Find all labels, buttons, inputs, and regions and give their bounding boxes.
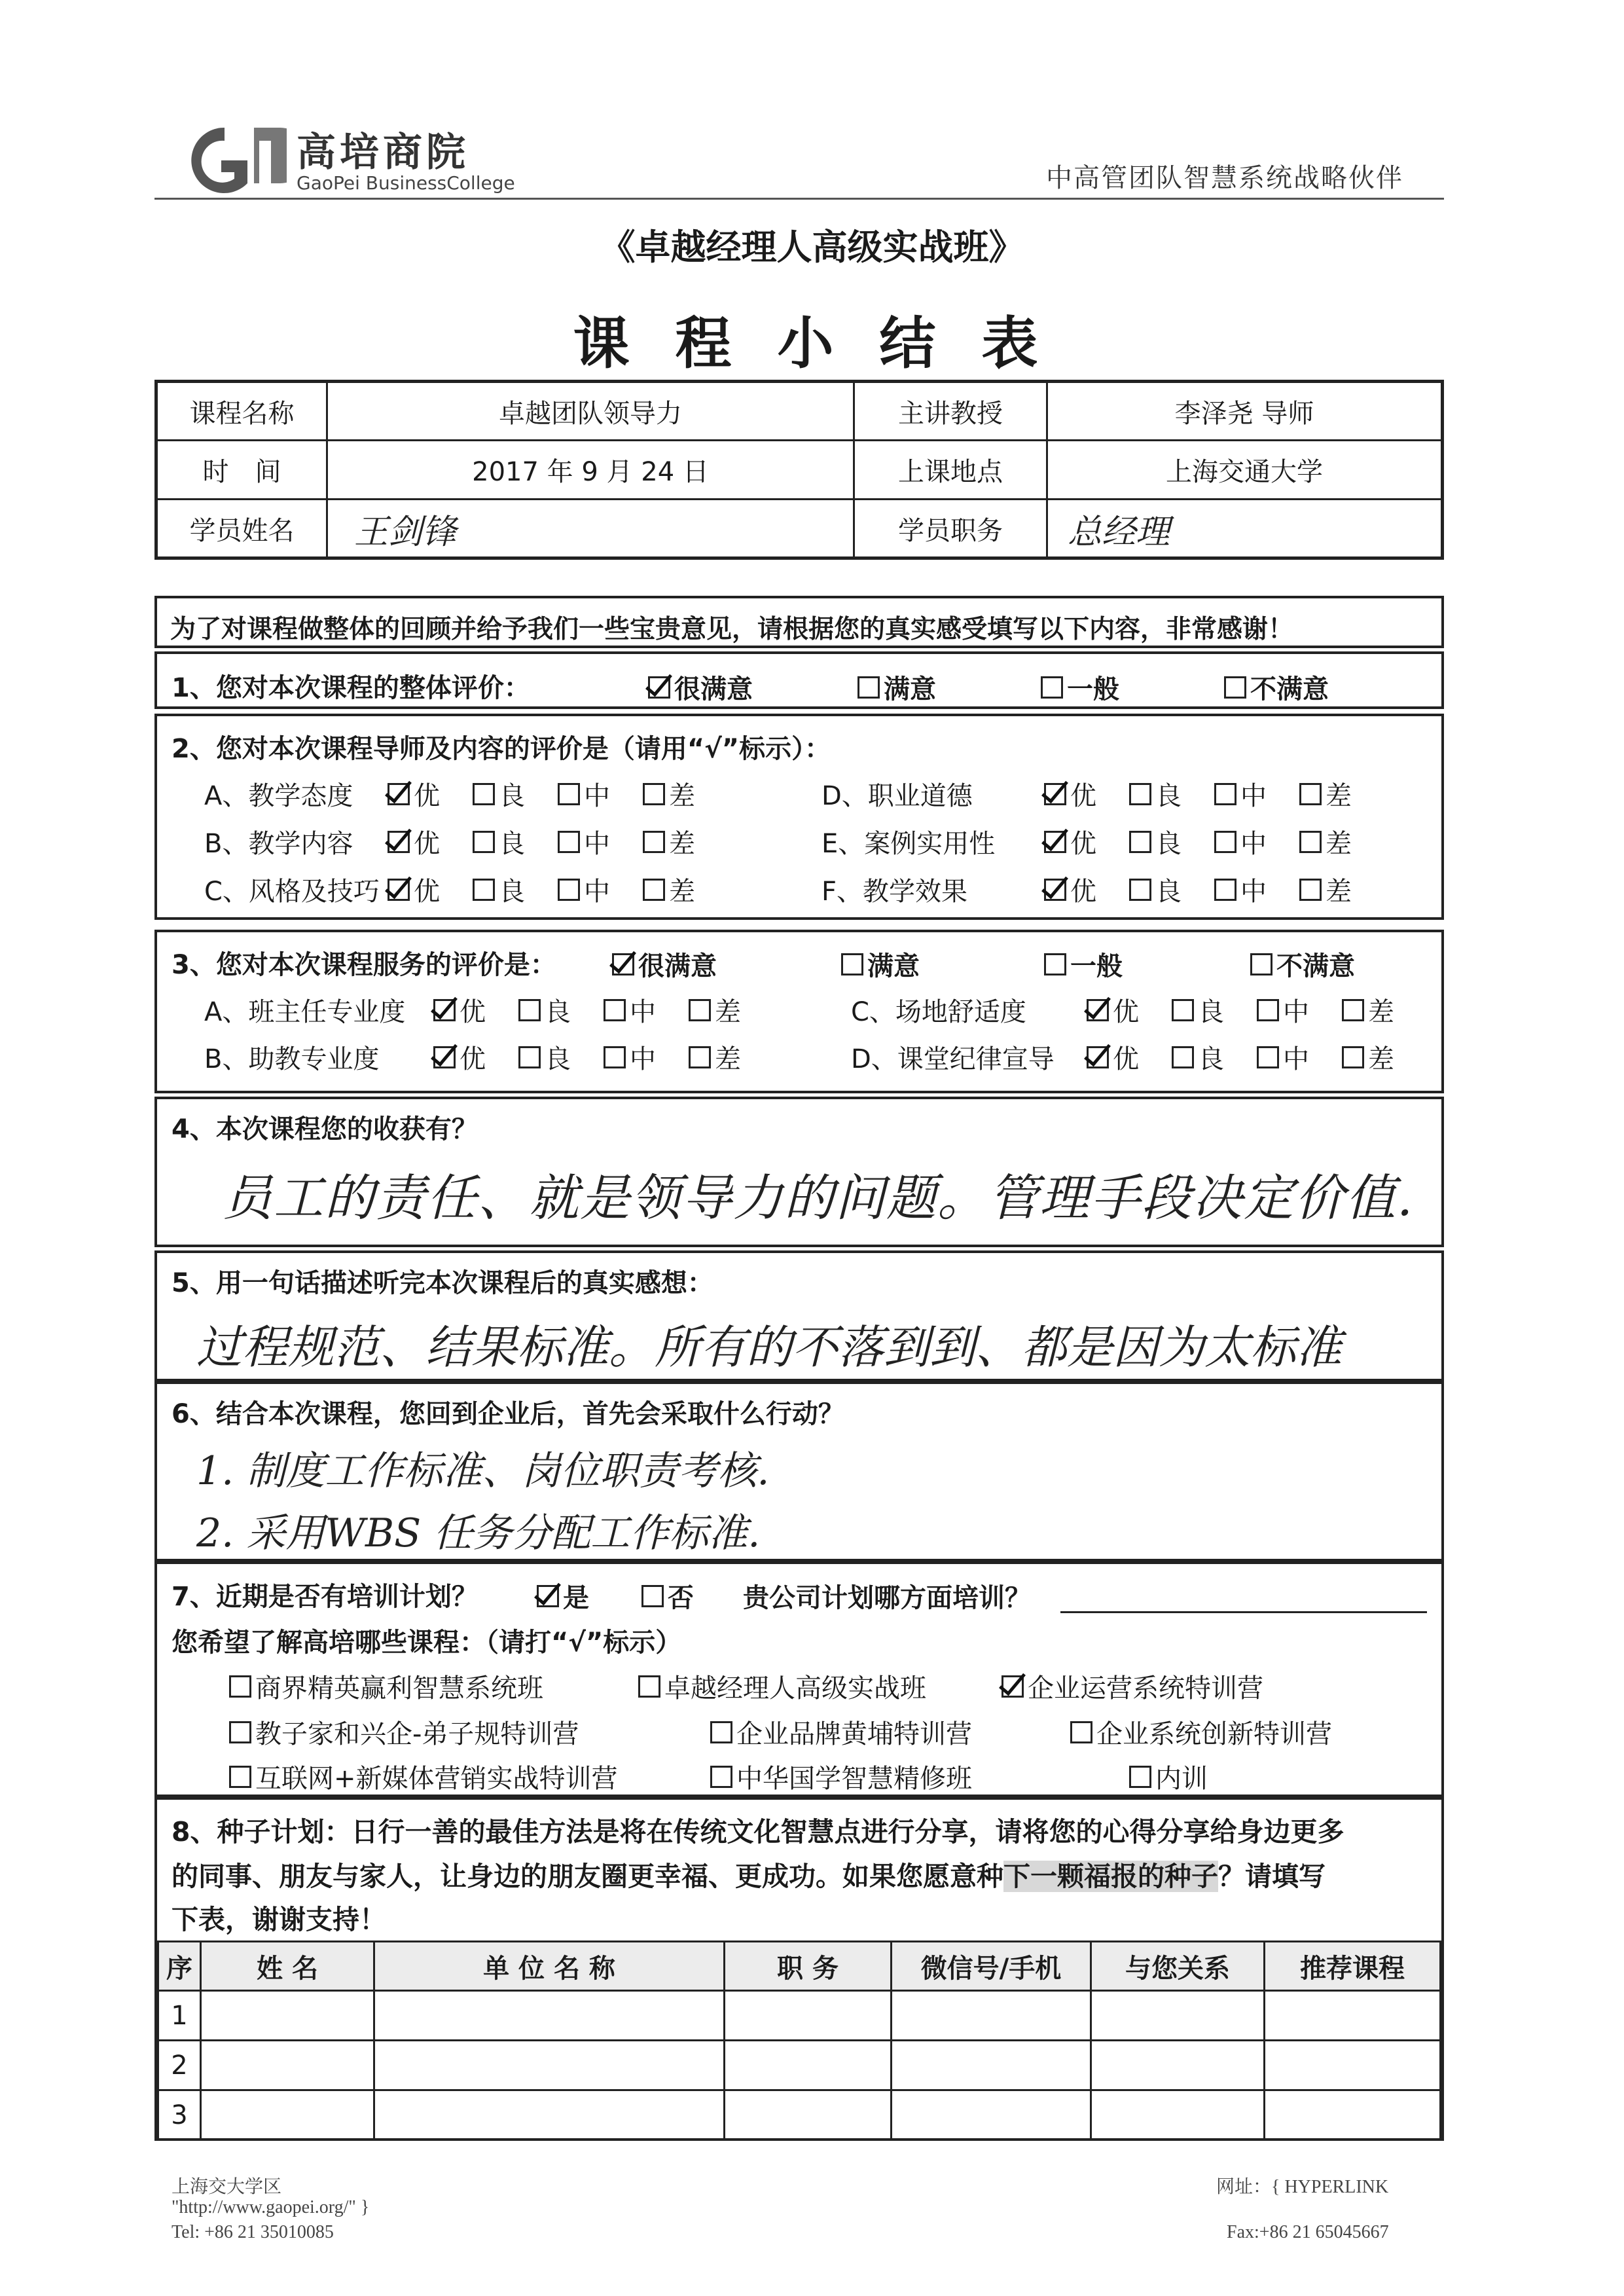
course-option-1[interactable]: 商界精英赢利智慧系统班 bbox=[229, 1667, 543, 1705]
grade-good[interactable]: 良 bbox=[473, 823, 558, 860]
checkbox-icon[interactable] bbox=[604, 1046, 626, 1068]
checkbox-icon[interactable] bbox=[710, 1766, 732, 1788]
col-company: 单 位 名 称 bbox=[374, 1942, 725, 1991]
checkbox-icon[interactable] bbox=[1044, 783, 1066, 805]
intro-section bbox=[154, 596, 1444, 648]
row-index: 1 bbox=[158, 1991, 201, 2041]
grade-poor[interactable]: 差 bbox=[689, 1038, 774, 1076]
q2-item-label: E、案例实用性 bbox=[821, 829, 996, 859]
cell[interactable] bbox=[201, 2041, 374, 2090]
cell[interactable] bbox=[374, 1991, 725, 2041]
logo-chinese-name: 高培商院 bbox=[297, 130, 469, 175]
cell[interactable] bbox=[725, 2041, 892, 2090]
checkbox-icon[interactable] bbox=[518, 999, 541, 1021]
checkbox-icon[interactable] bbox=[388, 783, 410, 805]
checkbox-icon[interactable] bbox=[1087, 999, 1109, 1021]
q1-section bbox=[154, 651, 1444, 709]
course-option-9[interactable]: 内训 bbox=[1129, 1758, 1208, 1795]
checkbox-icon[interactable] bbox=[1250, 953, 1272, 975]
row-index: 3 bbox=[158, 2090, 201, 2140]
checkbox-icon[interactable] bbox=[1129, 831, 1151, 853]
grade-good[interactable]: 良 bbox=[473, 871, 558, 908]
q7-section bbox=[154, 1561, 1444, 1797]
checkbox-icon[interactable] bbox=[641, 1585, 664, 1607]
q2-row-d bbox=[821, 775, 1384, 812]
q7-which-input[interactable] bbox=[1060, 1577, 1427, 1613]
q4-answer[interactable]: 员工的责任、就是领导力的问题。管理手段决定价值. bbox=[223, 1169, 1415, 1227]
q8-text-1: 8、种子计划：日行一善的最佳方法是将在传统文化智慧点进行分享，请将您的心得分享给身边更多 bbox=[171, 1816, 1344, 1848]
course-option-2[interactable]: 卓越经理人高级实战班 bbox=[638, 1667, 926, 1705]
q2-row-e bbox=[821, 823, 1384, 860]
grade-fair[interactable]: 中 bbox=[604, 1038, 689, 1076]
grade-poor[interactable]: 差 bbox=[1342, 991, 1427, 1029]
grade-excellent[interactable]: 优 bbox=[1044, 871, 1129, 908]
grade-good[interactable]: 良 bbox=[518, 1038, 604, 1076]
q6-answer-1[interactable]: 1. 制度工作标准、岗位职责考核. bbox=[196, 1448, 770, 1494]
q3-option-satisfied[interactable]: 满意 bbox=[841, 945, 920, 983]
q1-option-satisfied[interactable]: 满意 bbox=[857, 668, 936, 706]
course-option-6[interactable]: 企业系统创新特训营 bbox=[1070, 1713, 1332, 1751]
checkbox-icon[interactable] bbox=[1087, 1046, 1109, 1068]
logo bbox=[169, 121, 515, 200]
checkbox-icon[interactable] bbox=[643, 783, 665, 805]
grade-good[interactable]: 良 bbox=[473, 775, 558, 812]
checkbox-icon[interactable] bbox=[689, 1046, 711, 1068]
checkbox-icon[interactable] bbox=[1129, 1766, 1151, 1788]
q4-label: 4、本次课程您的收获有？ bbox=[171, 1114, 478, 1144]
course-option-3[interactable]: 企业运营系统特训营 bbox=[1001, 1667, 1263, 1705]
q3-section bbox=[154, 930, 1444, 1093]
checkbox-icon[interactable] bbox=[643, 831, 665, 853]
q1-option-very-satisfied[interactable]: 很满意 bbox=[648, 668, 753, 706]
checkbox-icon[interactable] bbox=[1214, 783, 1236, 805]
grade-excellent[interactable]: 优 bbox=[433, 991, 518, 1029]
grade-good[interactable]: 良 bbox=[518, 991, 604, 1029]
checkbox-icon[interactable] bbox=[1172, 999, 1194, 1021]
cell[interactable] bbox=[374, 2041, 725, 2090]
q5-label: 5、用一句话描述听完本次课程后的真实感想： bbox=[171, 1268, 713, 1298]
checkbox-icon[interactable] bbox=[841, 953, 863, 975]
checkbox-icon[interactable] bbox=[643, 879, 665, 901]
q3-row-b bbox=[204, 1038, 774, 1076]
grade-fair[interactable]: 中 bbox=[1257, 1038, 1342, 1076]
q2-row-c bbox=[204, 871, 728, 908]
checkbox-icon[interactable] bbox=[537, 1585, 559, 1607]
grade-good[interactable]: 良 bbox=[1129, 871, 1214, 908]
grade-fair[interactable]: 中 bbox=[558, 775, 643, 812]
checkbox-icon[interactable] bbox=[473, 783, 495, 805]
q2-section bbox=[154, 714, 1444, 920]
q6-answer-2[interactable]: 2. 采用WBS 任务分配工作标准. bbox=[196, 1510, 761, 1556]
cell[interactable] bbox=[892, 2041, 1091, 2090]
time-label: 时 间 bbox=[156, 441, 327, 500]
cell[interactable] bbox=[725, 2090, 892, 2140]
location-label: 上课地点 bbox=[854, 441, 1047, 500]
q3-item-label: A、班主任专业度 bbox=[204, 997, 406, 1027]
student-value[interactable]: 王剑锋 bbox=[327, 500, 854, 558]
checkbox-icon[interactable] bbox=[433, 999, 456, 1021]
grade-fair[interactable]: 中 bbox=[558, 823, 643, 860]
q2-item-label: D、职业道德 bbox=[821, 781, 973, 811]
checkbox-icon[interactable] bbox=[689, 999, 711, 1021]
grade-poor[interactable]: 差 bbox=[1299, 775, 1384, 812]
q3-item-label: C、场地舒适度 bbox=[851, 997, 1026, 1027]
grade-poor[interactable]: 差 bbox=[643, 871, 728, 908]
grade-excellent[interactable]: 优 bbox=[433, 1038, 518, 1076]
checkbox-icon[interactable] bbox=[1070, 1721, 1092, 1743]
grade-excellent[interactable]: 优 bbox=[1044, 775, 1129, 812]
q8-text-2c: ？请填写 bbox=[1218, 1861, 1326, 1892]
footer-url[interactable]: "http://www.gaopei.org/" } bbox=[171, 2197, 370, 2217]
checkbox-icon[interactable] bbox=[1257, 999, 1279, 1021]
slogan: 中高管团队智慧系统战略伙伴 bbox=[1046, 163, 1403, 193]
q6-section bbox=[154, 1381, 1444, 1561]
grade-excellent[interactable]: 优 bbox=[388, 823, 473, 860]
q7-which-label: 贵公司计划哪方面培训？ bbox=[743, 1583, 1031, 1613]
grade-fair[interactable]: 中 bbox=[1214, 871, 1299, 908]
checkbox-icon[interactable] bbox=[648, 676, 670, 699]
col-name: 姓 名 bbox=[201, 1942, 374, 1991]
q2-item-label: C、风格及技巧 bbox=[204, 877, 380, 907]
footer-tel: Tel: +86 21 35010085 bbox=[171, 2222, 334, 2242]
checkbox-icon[interactable] bbox=[1214, 831, 1236, 853]
logo-english-name: GaoPei BusinessCollege bbox=[297, 172, 515, 194]
course-name-value: 卓越团队领导力 bbox=[327, 382, 854, 441]
grade-excellent[interactable]: 优 bbox=[1087, 1038, 1172, 1076]
q2-row-a bbox=[204, 775, 728, 812]
grade-excellent[interactable]: 优 bbox=[388, 775, 473, 812]
course-option-4[interactable]: 教子家和兴企-弟子规特训营 bbox=[229, 1713, 579, 1751]
q5-answer[interactable]: 过程规范、结果标准。所有的不落到到、都是因为太标准 bbox=[196, 1321, 1342, 1374]
checkbox-icon[interactable] bbox=[1129, 879, 1151, 901]
course-option-8[interactable]: 中华国学智慧精修班 bbox=[710, 1758, 972, 1795]
cell[interactable] bbox=[374, 2090, 725, 2140]
q3-option-unsatisfied[interactable]: 不满意 bbox=[1250, 945, 1355, 983]
q7-courses-label: 您希望了解高培哪些课程：（请打“√”标示） bbox=[171, 1628, 682, 1658]
checkbox-icon[interactable] bbox=[473, 831, 495, 853]
q8-highlight: 下一颗福报的种子 bbox=[1003, 1861, 1218, 1892]
checkbox-icon[interactable] bbox=[388, 831, 410, 853]
grade-fair[interactable]: 中 bbox=[604, 991, 689, 1029]
grade-poor[interactable]: 差 bbox=[643, 775, 728, 812]
checkbox-icon[interactable] bbox=[558, 879, 580, 901]
grade-excellent[interactable]: 优 bbox=[388, 871, 473, 908]
student-label: 学员姓名 bbox=[156, 500, 327, 558]
q4-section bbox=[154, 1097, 1444, 1247]
grade-good[interactable]: 良 bbox=[1129, 823, 1214, 860]
checkbox-icon[interactable] bbox=[857, 676, 880, 699]
checkbox-icon[interactable] bbox=[1129, 783, 1151, 805]
checkbox-icon[interactable] bbox=[638, 1675, 660, 1698]
lecturer-value: 李泽尧 导师 bbox=[1047, 382, 1443, 441]
checkbox-icon[interactable] bbox=[604, 999, 626, 1021]
checkbox-icon[interactable] bbox=[1214, 879, 1236, 901]
q3-option-very-satisfied[interactable]: 很满意 bbox=[612, 945, 717, 983]
cell[interactable] bbox=[1091, 1991, 1265, 2041]
footer-web-label: 网址：{ HYPERLINK bbox=[1216, 2177, 1389, 2197]
grade-excellent[interactable]: 优 bbox=[1087, 991, 1172, 1029]
header-rule bbox=[154, 198, 1444, 200]
col-contact: 微信号/手机 bbox=[892, 1942, 1091, 1991]
checkbox-icon[interactable] bbox=[558, 783, 580, 805]
cell[interactable] bbox=[892, 2090, 1091, 2140]
col-relation: 与您关系 bbox=[1091, 1942, 1265, 1991]
checkbox-icon[interactable] bbox=[1299, 879, 1322, 901]
lecturer-label: 主讲教授 bbox=[854, 382, 1047, 441]
position-value[interactable]: 总经理 bbox=[1047, 500, 1443, 558]
checkbox-icon[interactable] bbox=[388, 879, 410, 901]
position-label: 学员职务 bbox=[854, 500, 1047, 558]
checkbox-icon[interactable] bbox=[558, 831, 580, 853]
q7-option-yes[interactable]: 是 bbox=[537, 1577, 589, 1614]
grade-fair[interactable]: 中 bbox=[1257, 991, 1342, 1029]
q3-row-c bbox=[851, 991, 1427, 1029]
course-option-5[interactable]: 企业品牌黄埔特训营 bbox=[710, 1713, 972, 1751]
checkbox-icon[interactable] bbox=[710, 1721, 732, 1743]
grade-poor[interactable]: 差 bbox=[1342, 1038, 1427, 1076]
grade-fair[interactable]: 中 bbox=[1214, 823, 1299, 860]
q2-label: 2、您对本次课程导师及内容的评价是（请用“√”标示）： bbox=[171, 734, 831, 764]
checkbox-icon[interactable] bbox=[1299, 831, 1322, 853]
q6-label: 6、结合本次课程，您回到企业后，首先会采取什么行动？ bbox=[171, 1399, 844, 1429]
checkbox-icon[interactable] bbox=[1257, 1046, 1279, 1068]
checkbox-icon[interactable] bbox=[433, 1046, 456, 1068]
cell[interactable] bbox=[725, 1991, 892, 2041]
grade-excellent[interactable]: 优 bbox=[1044, 823, 1129, 860]
q8-section bbox=[154, 1797, 1444, 2141]
row-index: 2 bbox=[158, 2041, 201, 2090]
cell[interactable] bbox=[1265, 1991, 1441, 2041]
grade-good[interactable]: 良 bbox=[1129, 775, 1214, 812]
grade-fair[interactable]: 中 bbox=[1214, 775, 1299, 812]
info-table bbox=[154, 380, 1444, 560]
form-title: 课 程 小 结 表 bbox=[573, 311, 1051, 376]
q3-item-label: B、助教专业度 bbox=[204, 1044, 380, 1074]
grade-poor[interactable]: 差 bbox=[1299, 823, 1384, 860]
course-option-7[interactable]: 互联网+新媒体营销实战特训营 bbox=[229, 1758, 618, 1795]
q2-item-label: B、教学内容 bbox=[204, 829, 353, 859]
intro-text: 为了对课程做整体的回顾并给予我们一些宝贵意见，请根据您的真实感受填写以下内容，非常感谢！ bbox=[170, 615, 1294, 644]
gaopei-logo-icon bbox=[169, 121, 287, 200]
checkbox-icon[interactable] bbox=[229, 1721, 251, 1743]
checkbox-icon[interactable] bbox=[1041, 676, 1063, 699]
q7-option-no[interactable]: 否 bbox=[641, 1577, 694, 1614]
q2-row-b bbox=[204, 823, 728, 860]
table-row bbox=[158, 2041, 1441, 2090]
q2-item-label: A、教学态度 bbox=[204, 781, 353, 811]
q8-text-2 bbox=[171, 1855, 1326, 1893]
col-course: 推荐课程 bbox=[1265, 1942, 1441, 1991]
cell[interactable] bbox=[1091, 2090, 1265, 2140]
course-series-title: 《卓越经理人高级实战班》 bbox=[600, 227, 1024, 268]
cell[interactable] bbox=[1091, 2041, 1265, 2090]
q1-option-average[interactable]: 一般 bbox=[1041, 668, 1119, 706]
grade-poor[interactable]: 差 bbox=[643, 823, 728, 860]
checkbox-icon[interactable] bbox=[518, 1046, 541, 1068]
checkbox-icon[interactable] bbox=[229, 1675, 251, 1698]
grade-poor[interactable]: 差 bbox=[689, 991, 774, 1029]
footer-campus: 上海交大学区 bbox=[171, 2176, 282, 2197]
checkbox-icon[interactable] bbox=[1342, 999, 1364, 1021]
q8-text-3: 下表，谢谢支持！ bbox=[171, 1904, 386, 1935]
footer-fax: Fax:+86 21 65045667 bbox=[1227, 2222, 1389, 2242]
time-value: 2017 年 9 月 24 日 bbox=[327, 441, 854, 500]
q1-label: 1、您对本次课程的整体评价： bbox=[171, 673, 530, 703]
q3-row-d bbox=[851, 1038, 1427, 1076]
grade-poor[interactable]: 差 bbox=[1299, 871, 1384, 908]
checkbox-icon[interactable] bbox=[473, 879, 495, 901]
cell[interactable] bbox=[892, 1991, 1091, 2041]
grade-good[interactable]: 良 bbox=[1172, 991, 1257, 1029]
location-value: 上海交通大学 bbox=[1047, 441, 1443, 500]
course-name-label: 课程名称 bbox=[156, 382, 327, 441]
checkbox-icon[interactable] bbox=[229, 1766, 251, 1788]
q7-label: 7、近期是否有培训计划？ bbox=[171, 1582, 478, 1612]
checkbox-icon[interactable] bbox=[1224, 676, 1246, 699]
checkbox-icon[interactable] bbox=[1044, 953, 1066, 975]
cell[interactable] bbox=[201, 1991, 374, 2041]
checkbox-icon[interactable] bbox=[1001, 1675, 1024, 1698]
table-row bbox=[158, 1991, 1441, 2041]
q3-label: 3、您对本次课程服务的评价是： bbox=[171, 950, 556, 980]
cell[interactable] bbox=[201, 2090, 374, 2140]
q5-section bbox=[154, 1250, 1444, 1381]
col-position: 职 务 bbox=[725, 1942, 892, 1991]
checkbox-icon[interactable] bbox=[1044, 831, 1066, 853]
grade-fair[interactable]: 中 bbox=[558, 871, 643, 908]
q2-row-f bbox=[821, 871, 1384, 908]
cell[interactable] bbox=[1265, 2041, 1441, 2090]
q3-row-a bbox=[204, 991, 774, 1029]
referral-table bbox=[157, 1941, 1441, 2141]
checkbox-icon[interactable] bbox=[1342, 1046, 1364, 1068]
table-row bbox=[158, 2090, 1441, 2140]
q3-option-average[interactable]: 一般 bbox=[1044, 945, 1123, 983]
q1-option-unsatisfied[interactable]: 不满意 bbox=[1224, 668, 1329, 706]
checkbox-icon[interactable] bbox=[1172, 1046, 1194, 1068]
checkbox-icon[interactable] bbox=[1044, 879, 1066, 901]
checkbox-icon[interactable] bbox=[1299, 783, 1322, 805]
grade-good[interactable]: 良 bbox=[1172, 1038, 1257, 1076]
q3-item-label: D、课堂纪律宣导 bbox=[851, 1044, 1055, 1074]
q2-item-label: F、教学效果 bbox=[821, 877, 968, 907]
checkbox-icon[interactable] bbox=[612, 953, 634, 975]
q8-text-2a: 的同事、朋友与家人，让身边的朋友圈更幸福、更成功。如果您愿意种 bbox=[171, 1861, 1003, 1892]
col-index: 序 bbox=[158, 1942, 201, 1991]
cell[interactable] bbox=[1265, 2090, 1441, 2140]
